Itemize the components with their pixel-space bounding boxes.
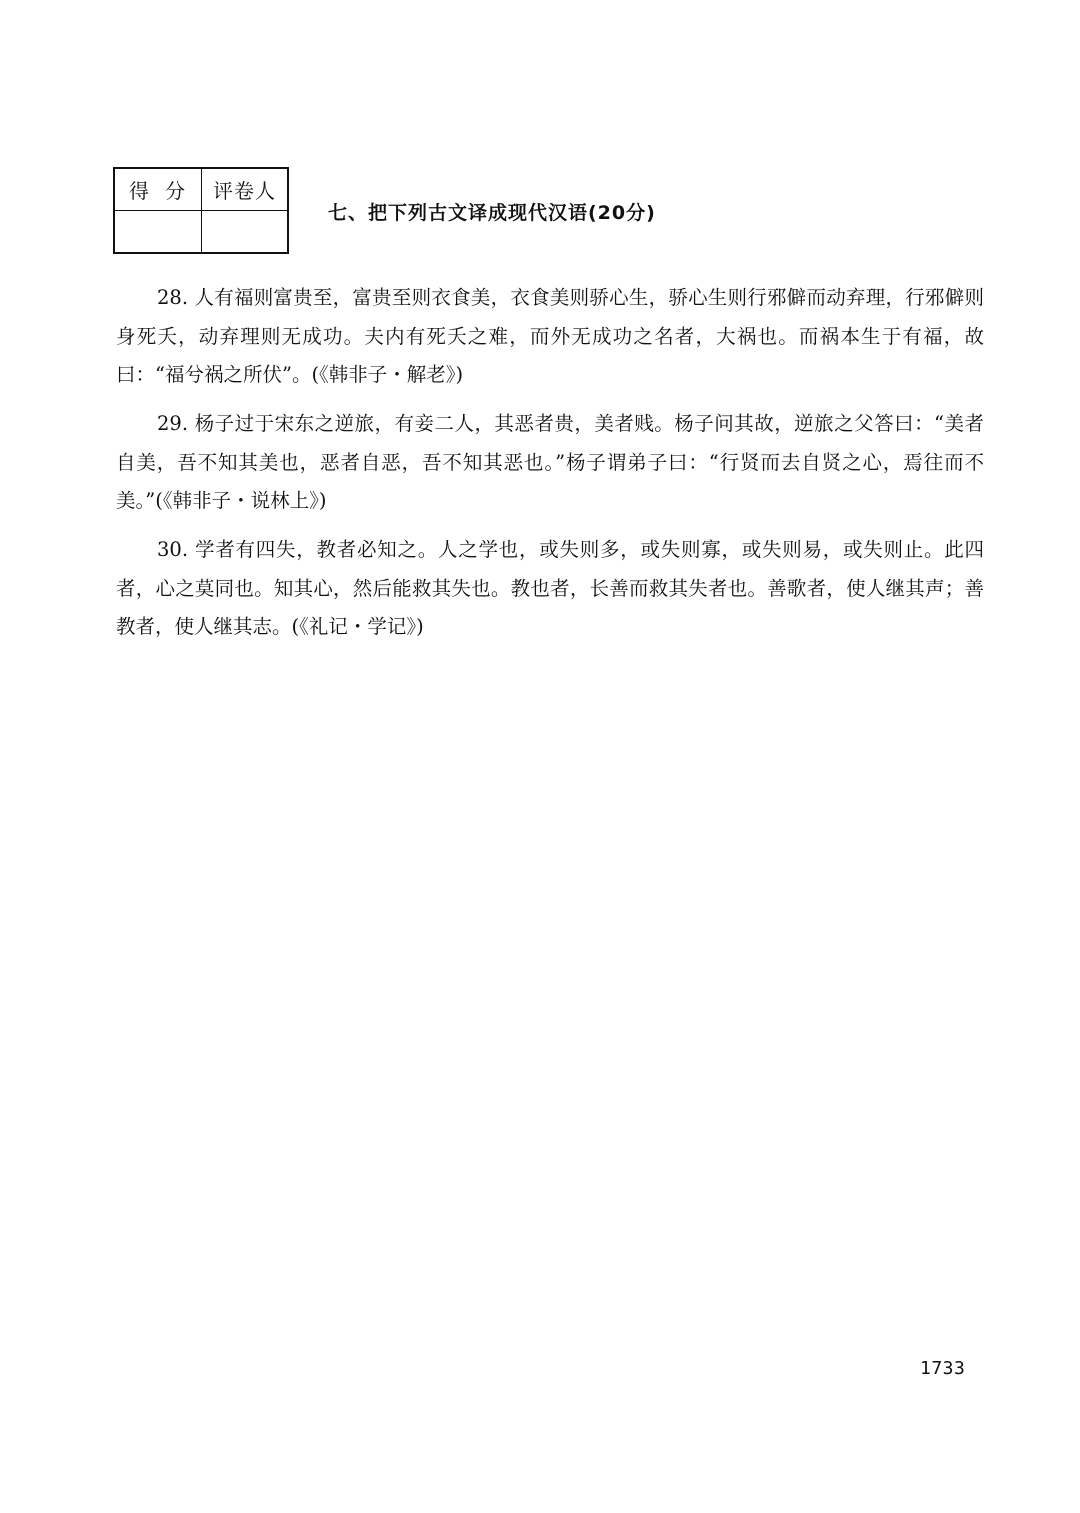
passage-30: 30. 学者有四失，教者必知之。人之学也，或失则多，或失则寡，或失则易，或失则止。此四者，心之莫同也。知其心，然后能救其失也。教也者，长善而救其失者也。善歌者，使人继其声；善教者，使人继其志。(《礼记・学记》): [116, 538, 984, 638]
section-title: 七、把下列古文译成现代汉语(20分): [328, 202, 656, 224]
score-table: [113, 167, 289, 254]
grader-value-cell: [202, 211, 287, 252]
grader-label: 评卷人: [202, 169, 287, 211]
passage-29: 29. 杨子过于宋东之逆旅，有妾二人，其恶者贵，美者贱。杨子问其故，逆旅之父答曰：“美者自美，吾不知其美也，恶者自恶，吾不知其恶也。”杨子谓弟子曰：“行贤而去自贤之心，焉往而不美。”(《韩非子・说林上》): [116, 412, 984, 512]
score-value-cell: [115, 211, 202, 252]
passage-28: 28. 人有福则富贵至，富贵至则衣食美，衣食美则骄心生，骄心生则行邪僻而动弃理，行邪僻则身死夭，动弃理则无成功。夫内有死夭之难，而外无成功之名者，大祸也。而祸本生于有福，故曰：“福兮祸之所伏”。(《韩非子・解老》): [116, 286, 984, 386]
score-label: 得分: [115, 169, 202, 211]
page-number: 1733: [920, 1358, 966, 1379]
